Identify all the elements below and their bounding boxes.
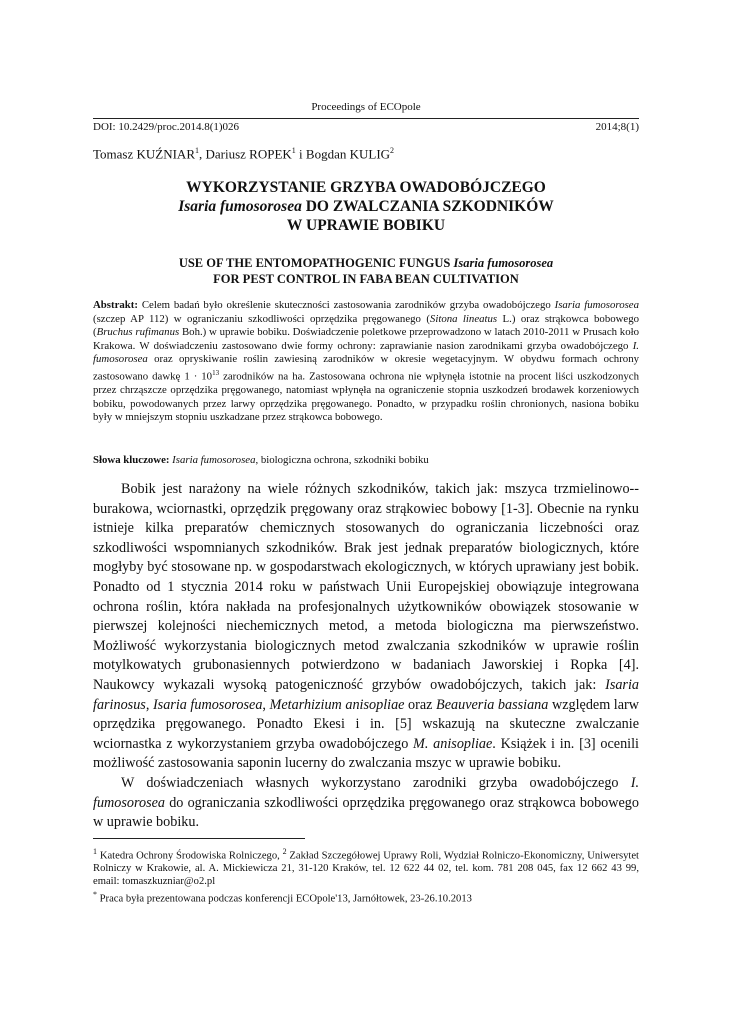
abstract xyxy=(93,299,639,425)
abstract-italic-3: Bruchus rufimanus xyxy=(96,326,180,339)
title-pl-line-2 xyxy=(93,197,639,216)
keywords xyxy=(93,454,639,466)
title-pl-line-3: W UPRAWIE BOBIKU xyxy=(286,217,446,234)
p1-text-b: , xyxy=(145,696,153,713)
title-en-line-1 xyxy=(93,255,639,271)
abstract-italic-2: Sitona lineatus xyxy=(429,312,498,325)
title-pl-line-2-rest: DO ZWALCZANIA SZKODNIKÓW xyxy=(301,198,554,215)
abstract-italic-4: I. fumosorosea xyxy=(93,339,639,366)
title-english xyxy=(93,255,639,287)
title-en-line-2: FOR PEST CONTROL IN FABA BEAN CULTIVATION xyxy=(213,272,519,286)
p1-text-a: Bobik jest narażony na wiele różnych szkodników, takich jak: mszyca trzmielinowo--burakowa, wciornastki, oprzędzik pręgowany oraz strąkowiec bobowy [1-3]. Obecnie na rynku istnieje kilka preparatów chemicznych stosowanych do ograniczania liczebności oraz szkodliwości wspomnianych szkodników. Brak jest jednak preparatów biologicznych, które mogłyby być stosowane np. w gospodarstwach ekologicznych, w których uprawiany jest bobik. Ponadto od 1 stycznia 2014 roku w państwach Unii Europejskiej obowiązuje integrowana ochrona roślin, która nakłada na profesjonalnych użytkowników obowiązek stosowanie w pierwszej kolejności niechemicznych metod, a metoda biologiczna ma pierwszeństwo. Możliwość wykorzystania biologicznych metod zwalczania szkodników w uprawie roślin motylkowatych grubonasiennych potwierdzono w badaniach Jaworskiej i Ropka [4]. Naukowcy wykazali wysoką patogeniczność grzybów owadobójczych, takich jak: xyxy=(93,481,639,693)
author-2: , Dariusz ROPEK xyxy=(199,146,292,162)
abstract-exponent: 13 xyxy=(212,368,220,377)
author-1: Tomasz KUŹNIAR xyxy=(93,146,195,162)
keywords-rest: , biologiczna ochrona, szkodniki bobiku xyxy=(255,454,429,466)
p1-text-c: , xyxy=(262,696,270,713)
footnote-star-marker: * xyxy=(93,889,97,899)
p2-italic-1: I. fumosorosea xyxy=(93,774,639,811)
p1-text-d: oraz xyxy=(404,696,437,713)
title-polish xyxy=(93,178,639,235)
abstract-text-4: Boh.) w uprawie bobiku. Doświadczenie poletkowe przeprowadzono w latach 2010-2011 w Prusach koło Krakowa. W doświadczeniu zastosowano dwie formy ochrony: zaprawianie nasion zarodnikami grzyba owadobójczego xyxy=(93,326,639,352)
footnote-divider xyxy=(93,838,305,839)
author-2-affiliation: 1 xyxy=(291,146,296,155)
keywords-label: Słowa kluczowe: xyxy=(93,454,170,466)
p1-italic-3: Metarhizium anisopliae xyxy=(269,696,405,713)
abstract-label: Abstrakt: xyxy=(93,299,138,311)
title-pl-species: Isaria fumosorosea xyxy=(178,198,302,215)
keywords-italic: Isaria fumosorosea xyxy=(169,454,256,466)
p1-italic-2: Isaria fumosorosea xyxy=(152,696,263,713)
footnote-conference xyxy=(93,889,639,906)
abstract-text-2: (szczep AP 112) w ograniczaniu szkodliwości oprzędzika pręgowanego ( xyxy=(93,312,430,325)
p1-text-f: . Książek i in. [3] ocenili możliwość zastosowania saponin lucerny do zwalczania mszyc w uprawie bobiku. xyxy=(93,735,640,772)
author-3-affiliation: 2 xyxy=(390,146,395,155)
p1-italic-5: M. anisopliae xyxy=(413,735,493,752)
p2-text-b: do ograniczania szkodliwości oprzędzika pręgowanego oraz strąkowca bobowego w uprawie bobiku. xyxy=(93,794,639,831)
footnote-2-text: Praca była prezentowana podczas konferencji ECOpole'13, Jarnółtowek, 23-26.10.2013 xyxy=(97,893,472,905)
author-3: i Bogdan KULIG xyxy=(295,146,391,162)
author-list xyxy=(93,146,394,162)
p2-text-a: W doświadczeniach własnych wykorzystano zarodniki grzyba owadobójczego xyxy=(121,774,631,791)
author-1-affiliation: 1 xyxy=(195,146,199,155)
title-pl-line-1: WYKORZYSTANIE GRZYBA OWADOBÓJCZEGO xyxy=(186,179,546,196)
abstract-text-1: Celem badań było określenie skuteczności zastosowania zarodników grzyba owadobójczego xyxy=(138,299,555,311)
p1-italic-4: Beauveria bassiana xyxy=(436,696,549,713)
p1-text-e: względem larw oprzędzika pręgowanego. Ponadto Ekesi i in. [5] wskazują na skuteczne zwalczanie wciornastka z wykorzystaniem grzyba owadobójczego xyxy=(93,696,640,752)
footnotes xyxy=(93,846,639,906)
footnote-1-text-a: Katedra Ochrony Środowiska Rolniczego, xyxy=(97,850,283,862)
abstract-italic-1: Isaria fumosorosea xyxy=(554,299,639,311)
doi-text: DOI: 10.2429/proc.2014.8(1)026 xyxy=(93,121,240,133)
volume-text: 2014;8(1) xyxy=(595,121,639,133)
doi-row xyxy=(93,118,639,133)
title-en-line-1-text: USE OF THE ENTOMOPATHOGENIC FUNGUS xyxy=(178,256,454,270)
body-text xyxy=(93,480,639,833)
paragraph-1 xyxy=(93,480,639,774)
paragraph-2 xyxy=(93,774,639,833)
footnote-1-text-b: Zakład Szczegółowej Uprawy Roli, Wydział Rolniczo-Ekonomiczny, Uniwersytet Rolniczy w Krakowie, al. A. Mickiewicza 21, 31-120 Kraków, tel. 12 622 44 02, tel. kom. 781 208 045, fax 12 662 43 99, email: tomaszkuzniar@o2.pl xyxy=(93,850,639,888)
footnote-2-marker: 2 xyxy=(282,847,287,856)
abstract-text-6: zarodników na ha. Zastosowana ochrona nie wpłynęła istotnie na procent liści uszkodzonych przez chrząszcze oprzędzika pręgowanego, natomiast wpłynęła na ograniczenie stopnia uszkodzeń brodawek korzeniowych bobiku, powodowanych przez larwy oprzędzika pręgowanego. Ponadto, w przypadku roślin chronionych, nasiona bobiku były w mniejszym stopniu uszkadzane przez strąkowca bobowego. xyxy=(93,370,640,424)
abstract-text-3: L.) oraz strąkowca bobowego ( xyxy=(93,312,639,339)
p1-italic-1: Isaria farinosus xyxy=(93,676,639,713)
footnote-1-marker: 1 xyxy=(93,847,97,856)
journal-name: Proceedings of ECOpole xyxy=(311,101,421,113)
footnote-affiliations xyxy=(93,846,639,889)
title-en-species: Isaria fumosorosea xyxy=(453,256,554,270)
abstract-text-5: oraz opryskiwanie roślin zawiesiną zarodników w okresie wegetacyjnym. W obydwu formach ochrony zastosowano dawkę 1 · 10 xyxy=(93,353,639,383)
